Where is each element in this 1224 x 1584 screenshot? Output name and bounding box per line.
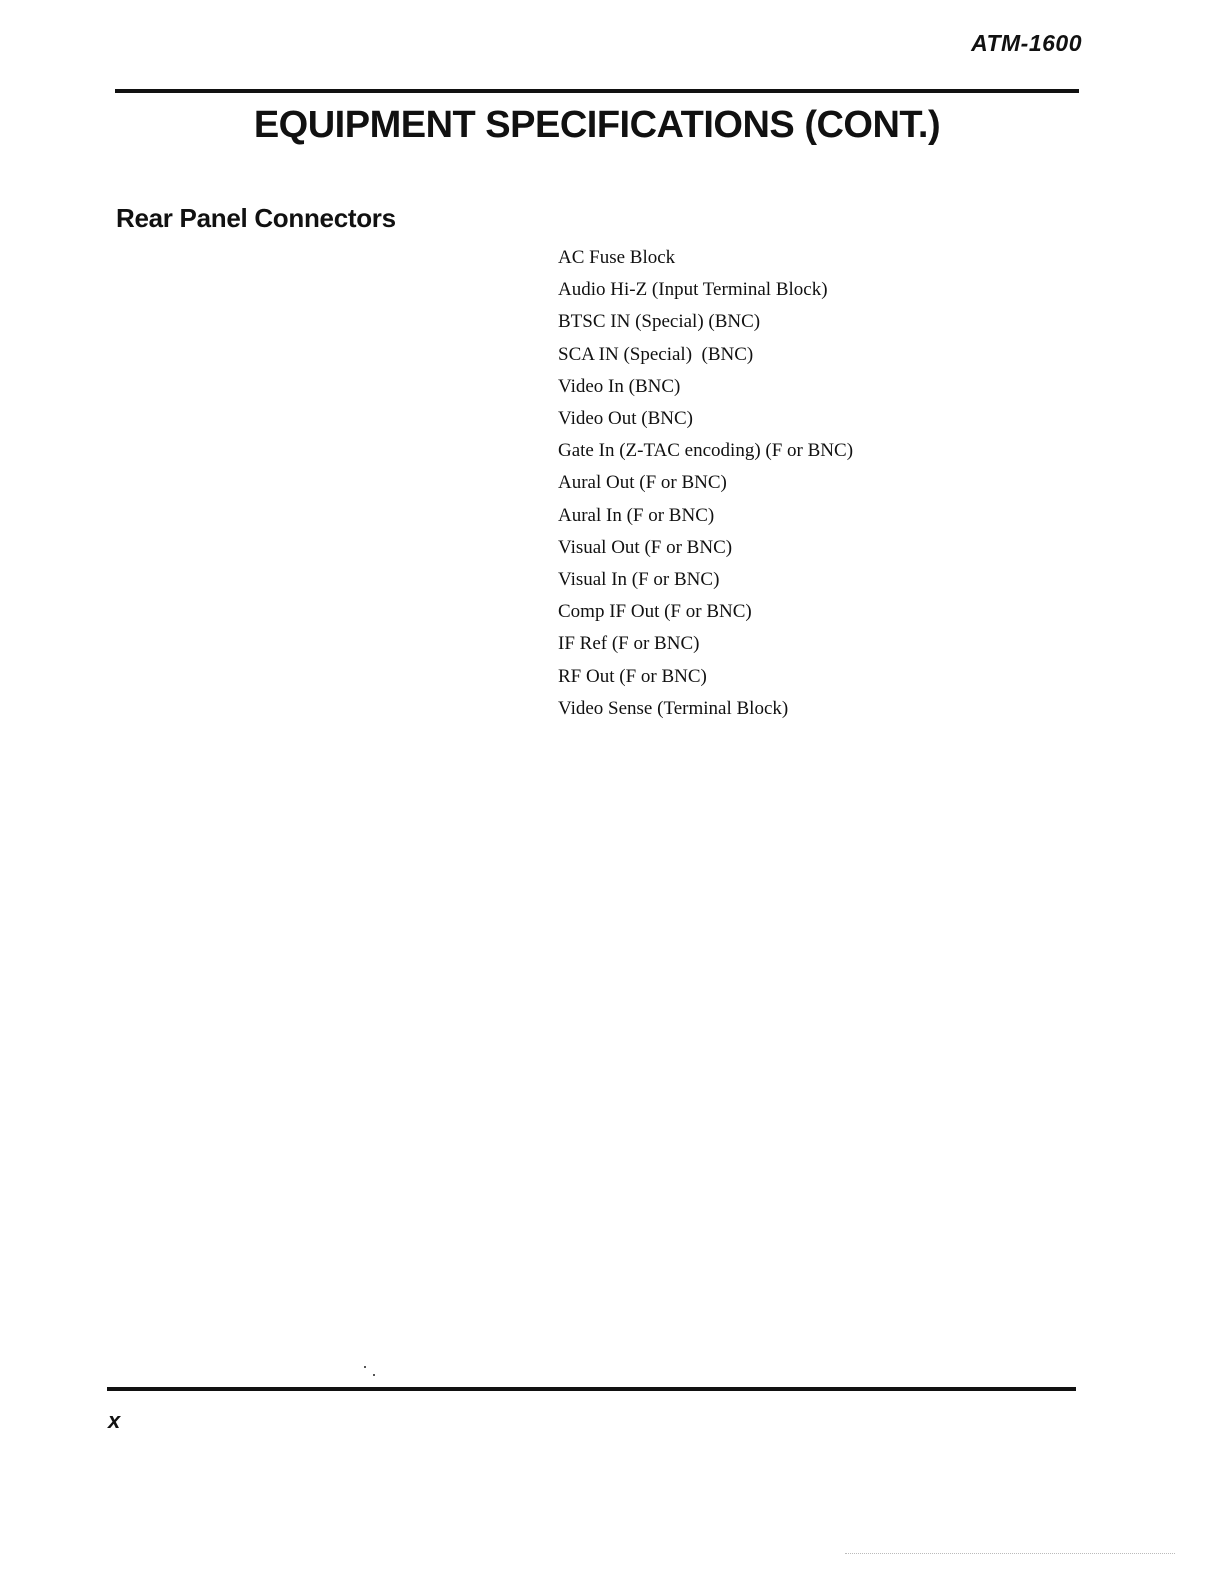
connector-item: RF Out (F or BNC) [558,665,707,687]
connector-item: Visual Out (F or BNC) [558,536,733,558]
bottom-rule [107,1387,1076,1391]
connector-item: IF Ref (F or BNC) [558,633,700,655]
connector-item: Video In (BNC) [558,375,681,397]
page-number: x [108,1408,121,1433]
connector-item: AC Fuse Block [558,247,676,268]
connector-item: Audio Hi-Z (Input Terminal Block) [558,279,828,301]
connector-list [558,242,853,725]
section-heading: Rear Panel Connectors [116,203,396,233]
page-title: EQUIPMENT SPECIFICATIONS (CONT.) [253,104,941,146]
connector-item: BTSC IN (Special) (BNC) [558,311,761,333]
scan-noise [845,1553,1175,1556]
connector-item: Comp IF Out (F or BNC) [558,601,752,623]
connector-item: Gate In (Z-TAC encoding) (F or BNC) [558,440,854,462]
connector-item: Visual In (F or BNC) [558,569,720,591]
scan-speck [364,1366,378,1378]
connector-item: Video Out (BNC) [558,408,694,430]
connector-item: Video Sense (Terminal Block) [558,697,789,719]
document-code: ATM-1600 [971,30,1082,56]
connector-item: SCA IN (Special) (BNC) [558,343,754,365]
top-rule [115,89,1079,93]
connector-item: Aural In (F or BNC) [558,504,715,526]
connector-item: Aural Out (F or BNC) [558,472,727,494]
